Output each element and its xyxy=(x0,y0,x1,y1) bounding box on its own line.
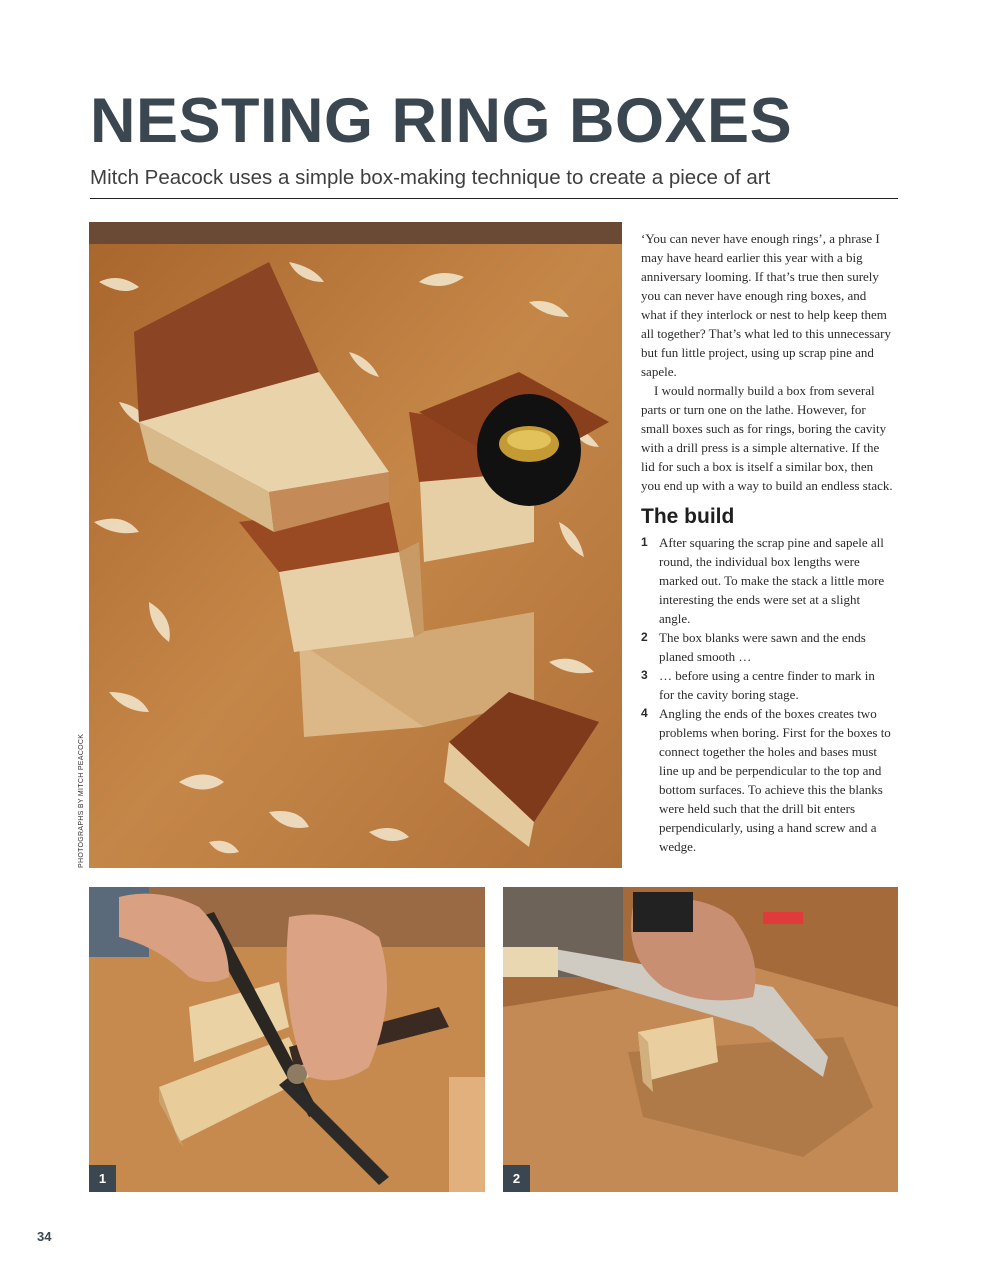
photo-credit: PHOTOGRAPHS BY MITCH PEACOCK xyxy=(78,733,85,868)
build-steps-list xyxy=(641,533,893,856)
article-title: NESTING RING BOXES xyxy=(90,86,793,156)
step-text: After squaring the scrap pine and sapele all round, the individual box lengths were marked out. To make the stack a little more interesting the ends were set at a slight angle. xyxy=(659,535,885,626)
photo-2-sawing xyxy=(503,887,898,1192)
article-subtitle: Mitch Peacock uses a simple box-making technique to create a piece of art xyxy=(90,166,771,189)
photo-2-number-badge: 2 xyxy=(503,1165,530,1192)
article-body xyxy=(641,229,893,856)
list-item xyxy=(641,704,893,856)
list-item xyxy=(641,666,893,704)
step-number: 1 xyxy=(641,535,648,549)
page-number: 34 xyxy=(37,1229,52,1244)
hero-photo-ring-boxes xyxy=(89,222,622,868)
step-text: The box blanks were sawn and the ends planed smooth … xyxy=(659,630,866,664)
step-text: Angling the ends of the boxes creates two problems when boring. First for the boxes to connect together the holes and bases must line up and be perpendicular to the top and bottom surfaces. To achieve this the blanks were held such that the drill bit enters perpendicularly, using a hand screw and a wedge. xyxy=(659,706,891,854)
photo-1-marking-out xyxy=(89,887,485,1192)
step-number: 3 xyxy=(641,668,648,682)
list-item xyxy=(641,533,893,628)
step-text: … before using a centre finder to mark in for the cavity boring stage. xyxy=(659,668,875,702)
list-item xyxy=(641,628,893,666)
title-divider xyxy=(90,198,898,199)
intro-paragraph-1: ‘You can never have enough rings’, a phrase I may have heard earlier this year with a big anniversary looming. If that’s true then surely you can never have enough ring boxes, and what if they interlock or nest to help keep them all together? That’s what led to this unnecessary but fun little project, using up scrap pine and sapele. xyxy=(641,231,891,379)
step-number: 2 xyxy=(641,630,648,644)
intro-paragraph-2: I would normally build a box from several parts or turn one on the lathe. However, for small boxes such as for rings, boring the cavity with a drill press is a simple alternative. If the lid for such a box is itself a similar box, then you end up with a way to build an endless stack. xyxy=(641,383,893,493)
photo-1-number-badge: 1 xyxy=(89,1165,116,1192)
step-number: 4 xyxy=(641,706,648,720)
build-heading: The build xyxy=(641,505,735,528)
